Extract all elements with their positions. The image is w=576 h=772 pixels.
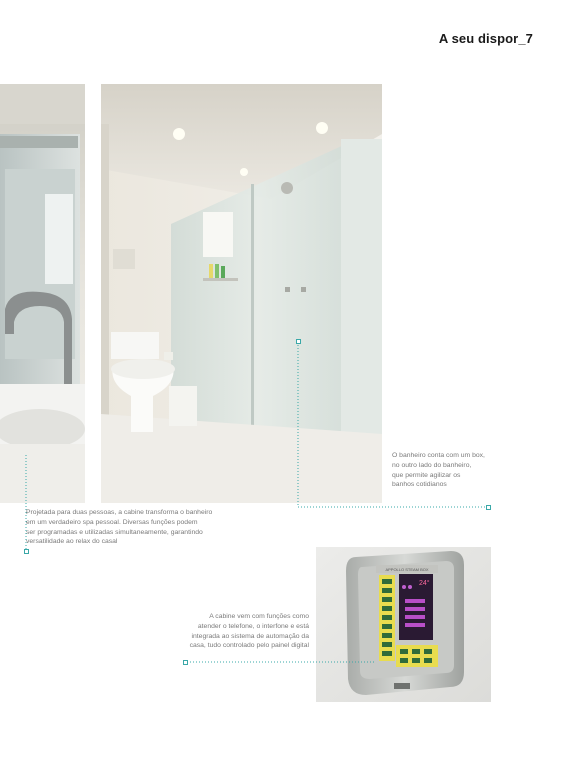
caption-line: O banheiro conta com um box, (392, 452, 485, 459)
caption-line: atender o telefone, o interfone e está (197, 622, 309, 630)
caption-line: banhos cotidianos (392, 481, 447, 489)
caption-line: em um verdadeiro spa pessoal. Diversas funções podem (26, 518, 198, 526)
caption-line: versatilidade ao relax do casal (26, 538, 118, 546)
marker-panel (183, 660, 188, 665)
caption-line: Projetada para duas pessoas, a cabine transforma o banheiro (26, 509, 213, 516)
caption-line: no outro lado do banheiro, (392, 461, 472, 469)
caption-line: A cabine vem com funções como (209, 613, 309, 620)
caption-line: casa, tudo controlado pelo painel digital (189, 642, 309, 650)
panel-brand-label: APPOLLO STEAM BOX (385, 567, 429, 572)
marker-cabin (24, 549, 29, 554)
panel-display-temperature: 24° (419, 580, 430, 587)
marker-shower (296, 339, 301, 344)
marker-box-end (486, 505, 491, 510)
caption-line: integrada ao sistema de automação da (191, 632, 309, 640)
caption-line: que permite agilizar os (392, 471, 461, 479)
page-header-title: A seu dispor_7 (438, 31, 533, 46)
caption-line: ser programadas e utilizadas simultaneamente, garantindo (26, 528, 203, 536)
